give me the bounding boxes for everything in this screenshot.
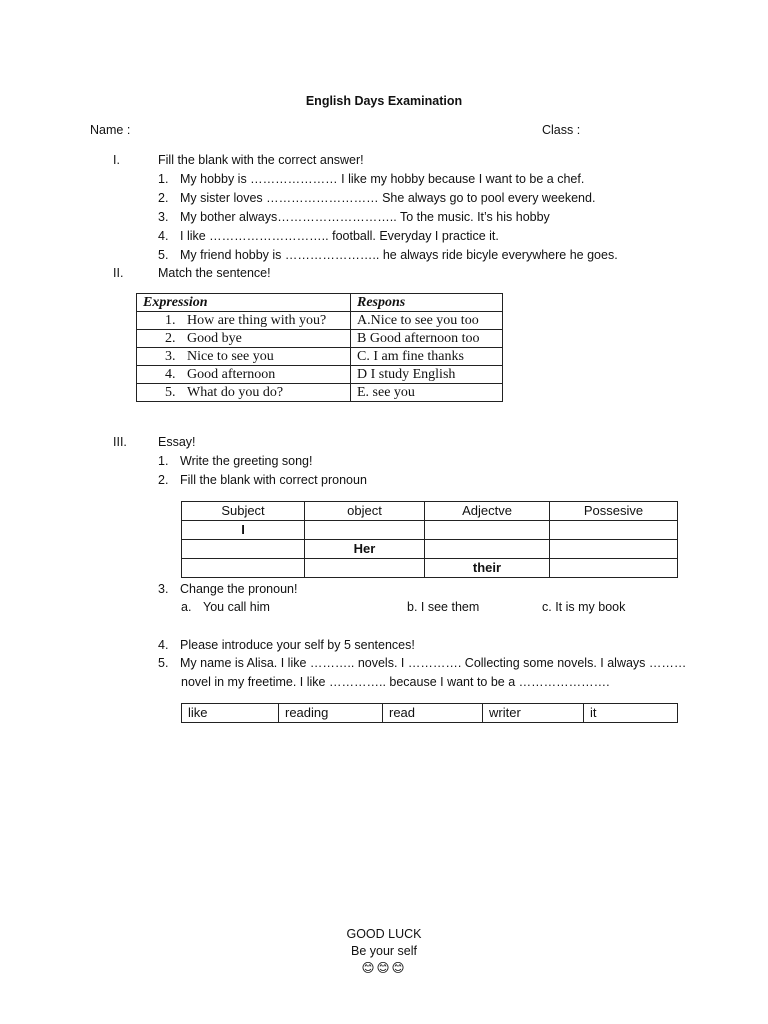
word-bank-table [181, 703, 678, 723]
section-1-item: 3. My bother always……………………….. To the music. It’s his hobby [158, 210, 550, 224]
section-1-item: 5. My friend hobby is ………………….. he always ride bicyle everywhere he goes. [158, 248, 618, 262]
pronoun-header: Adjectve [425, 502, 550, 521]
match-expression: 3. Nice to see you [137, 348, 351, 366]
match-header-expression: Expression [137, 294, 351, 312]
smiley-icon: 😊😊😊 [361, 961, 407, 975]
match-expression: 2. Good bye [137, 330, 351, 348]
footer-good-luck: GOOD LUCK [346, 927, 422, 941]
table-row [182, 559, 678, 578]
section-1-item: 1. My hobby is ………………… I like my hobby because I want to be a chef. [158, 172, 585, 186]
match-expression: 4. Good afternoon [137, 366, 351, 384]
table-row [182, 704, 678, 723]
pronoun-exercise-a: a. You call him [181, 600, 270, 614]
match-expression: 1. How are thing with you? [137, 312, 351, 330]
section-3-item: 5. My name is Alisa. I like ……….. novels. I …………. Collecting some novels. I always ……… [158, 656, 687, 670]
match-table [136, 293, 503, 402]
word-bank-cell: reading [279, 704, 383, 723]
section-3-heading: Essay! [158, 435, 196, 449]
pronoun-table [181, 501, 678, 578]
section-3-item: 4. Please introduce your self by 5 sentences! [158, 638, 415, 652]
pronoun-cell [425, 521, 550, 540]
word-bank-cell: writer [483, 704, 584, 723]
section-3-numeral: III. [113, 435, 127, 449]
footer-be-yourself: Be your self [350, 944, 417, 958]
pronoun-header: Possesive [550, 502, 678, 521]
section-3-item: 2. Fill the blank with correct pronoun [158, 473, 367, 487]
pronoun-cell [182, 540, 305, 559]
table-row [137, 348, 503, 366]
pronoun-cell [305, 559, 425, 578]
table-row [137, 384, 503, 402]
section-3-item: 3. Change the pronoun! [158, 582, 298, 596]
section-3-item-continuation: novel in my freetime. I like ………….. because I want to be a …………………. [181, 675, 610, 689]
pronoun-header: object [305, 502, 425, 521]
match-respons: D I study English [351, 366, 503, 384]
section-2-heading: Match the sentence! [158, 266, 271, 280]
table-row [182, 540, 678, 559]
table-row [137, 312, 503, 330]
class-label: Class : [542, 123, 581, 137]
section-1-item: 4. I like ……………………….. football. Everyday I practice it. [158, 229, 499, 243]
pronoun-cell: I [182, 521, 305, 540]
section-3-item: 1. Write the greeting song! [158, 454, 313, 468]
table-row [137, 330, 503, 348]
pronoun-header: Subject [182, 502, 305, 521]
pronoun-cell [550, 540, 678, 559]
match-respons: C. I am fine thanks [351, 348, 503, 366]
pronoun-cell [550, 521, 678, 540]
word-bank-cell: read [383, 704, 483, 723]
match-respons: B Good afternoon too [351, 330, 503, 348]
pronoun-cell [550, 559, 678, 578]
section-2-numeral: II. [113, 266, 124, 280]
pronoun-cell: their [425, 559, 550, 578]
table-row [137, 366, 503, 384]
exam-title: English Days Examination [305, 94, 463, 108]
pronoun-cell [305, 521, 425, 540]
match-expression: 5. What do you do? [137, 384, 351, 402]
name-label: Name : [90, 123, 131, 137]
match-respons: E. see you [351, 384, 503, 402]
section-1-heading: Fill the blank with the correct answer! [158, 153, 364, 167]
pronoun-cell [182, 559, 305, 578]
pronoun-exercise-b: b. I see them [407, 600, 480, 614]
pronoun-exercise-c: c. It is my book [542, 600, 626, 614]
pronoun-cell [425, 540, 550, 559]
section-1-item: 2. My sister loves ……………………… She always go to pool every weekend. [158, 191, 596, 205]
match-header-respons: Respons [351, 294, 503, 312]
table-row [182, 521, 678, 540]
pronoun-cell: Her [305, 540, 425, 559]
section-1-numeral: I. [113, 153, 120, 167]
word-bank-cell: it [584, 704, 678, 723]
match-respons: A.Nice to see you too [351, 312, 503, 330]
word-bank-cell: like [182, 704, 279, 723]
